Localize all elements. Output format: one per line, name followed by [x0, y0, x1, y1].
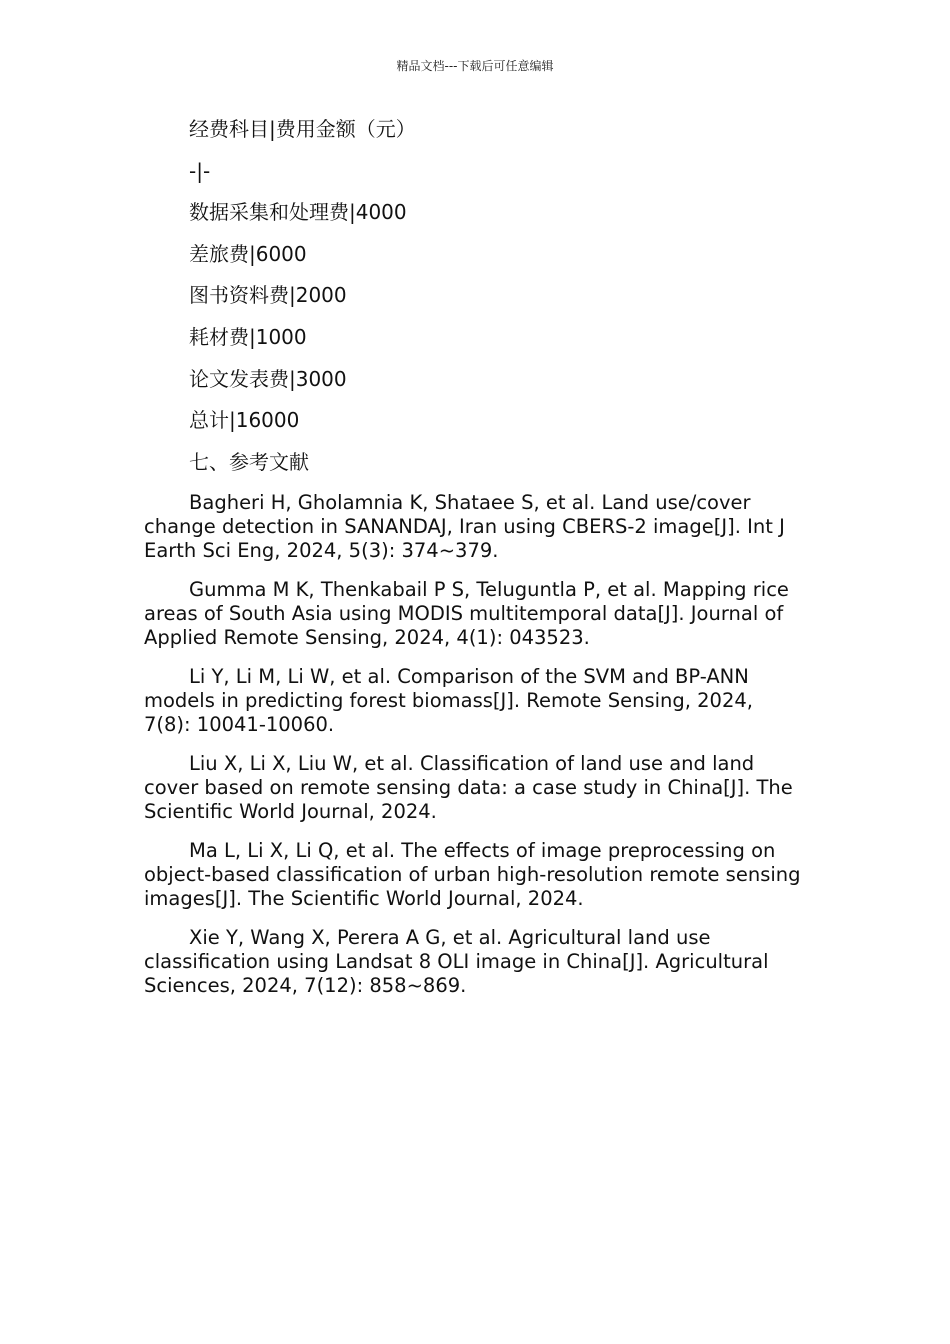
budget-table-separator: -|-	[189, 158, 211, 183]
budget-row-publication: 论文发表费|3000	[189, 366, 347, 391]
reference-list	[144, 491, 804, 998]
reference-item: Li Y, Li M, Li W, et al. Comparison of the SVM and BP-ANN models in predicting forest biomass[J]. Remote Sensing, 2024, 7(8): 10041-10060.	[144, 664, 753, 736]
budget-table-header: 经费科目|费用金额（元）	[189, 117, 416, 141]
section-heading-references: 七、参考文献	[189, 449, 309, 474]
reference-item: Xie Y, Wang X, Perera A G, et al. Agricultural land use classification using Landsat 8 OLI image in China[J]. Agricultural Sciences, 2024, 7(12): 858~869.	[144, 925, 769, 997]
budget-row-data-processing: 数据采集和处理费|4000	[189, 200, 407, 225]
budget-row-consumables: 耗材费|1000	[189, 324, 307, 349]
page-header: 精品文档---下载后可任意编辑	[396, 59, 554, 73]
budget-row-books: 图书资料费|2000	[189, 283, 347, 308]
budget-row-travel: 差旅费|6000	[189, 241, 307, 266]
reference-item: Gumma M K, Thenkabail P S, Teluguntla P, et al. Mapping rice areas of South Asia using MODIS multitemporal data[J]. Journal of Applied Remote Sensing, 2024, 4(1): 043523.	[144, 577, 789, 649]
budget-row-total: 总计|16000	[189, 408, 300, 433]
reference-item: Liu X, Li X, Liu W, et al. Classification of land use and land cover based on remote sensing data: a case study in China[J]. The Scientific World Journal, 2024.	[144, 751, 793, 823]
document-body	[144, 112, 804, 1013]
reference-item: Ma L, Li X, Li Q, et al. The effects of image preprocessing on object-based classification of urban high-resolution remote sensing images[J]. The Scientific World Journal, 2024.	[144, 838, 801, 910]
reference-item: Bagheri H, Gholamnia K, Shataee S, et al. Land use/cover change detection in SANANDAJ, Iran using CBERS-2 image[J]. Int J Earth Sci Eng, 2024, 5(3): 374~379.	[144, 490, 785, 562]
